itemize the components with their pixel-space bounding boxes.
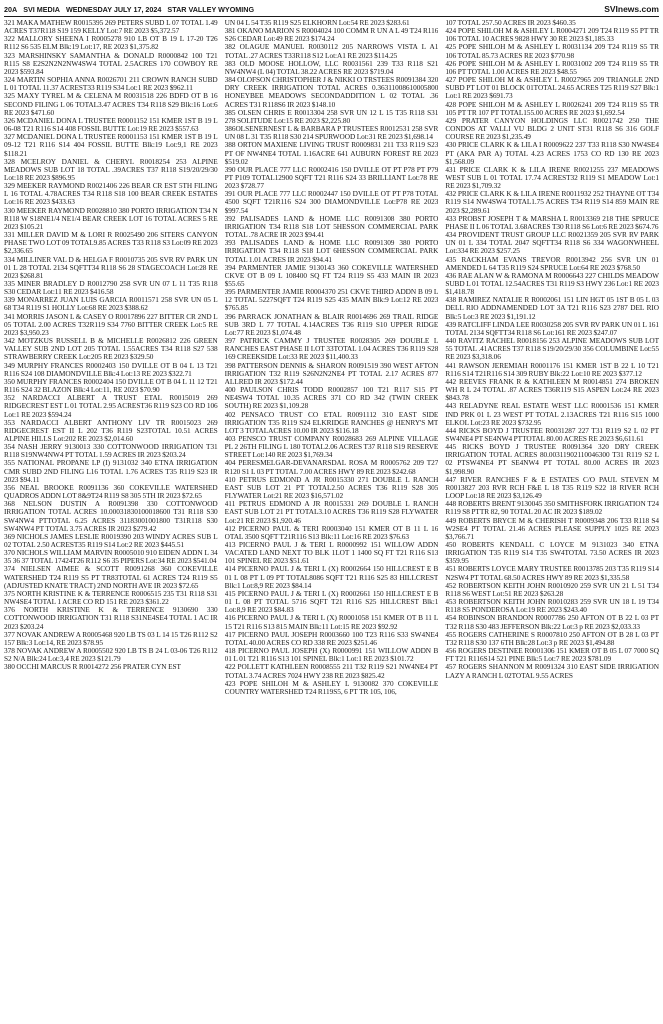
tax-listing-entry: 321 MAKA MATHEW R0015395 269 PETERS SUBD L 07 TOTAL 1.49 ACRES T37R118 S19 159 KELLY Lot:7 RE 2023 $5,372.57 xyxy=(4,19,218,36)
tax-listing-entry: 350 MURPHY FRANCES R0002404 150 DVILLE OT B 04 L 11 12 T21 R116 S24 32 BLAZON Blk:4 Lot:11, RE 2023 $70.90 xyxy=(4,376,218,395)
tax-listing-entry: 393 PALISADES LAND & HOME LLC R0091309 380 PORTO IRRIGATION T34 R118 S18 LOT 6HESSON COMMERCIAL PARK TOTAL 1.01 ACRES IR 2023 $94.41 xyxy=(224,238,439,264)
tax-listing-entry: 430 PRICE CLARK K & LILA I R0009622 237 T33 R118 S30 NW4SE4 PT (AKA PAR A) TOTAL 4.23 ACRES 1753 CO RD 130 RE 2023 $1,568.09 xyxy=(445,140,659,166)
tax-listing-entry: 325 MAXY TYREL M & CELENA M R0031518 226 BDFD OT B 16 SECOND FILING L 06 TOTAL3.47 ACRES T34 R118 S29 Blk:16 Lot:6 RE 2023 $471.60 xyxy=(4,91,218,117)
tax-listing-entry: 404 PERESMELGAR-DEVANARSDAL ROSA M R0005762 209 T27 R120 S1 L 03 PT TOTAL 7.00 ACRES HWY 89 RE 2023 $242.68 xyxy=(224,458,439,476)
tax-listing-entry: 377 NOVAK ANDREW A R0005468 920 LB TS 03 L 14 15 T26 R112 S2 157 Blk:3 Lot:14, RE 2023 $78.95 xyxy=(4,629,218,647)
tax-listing-entry: 352 NARDACCI ALBERT A TRUST ETAL R0015019 269 RIDGECREST EST L 01 TOTAL 2.95 ACREST36 R119 S23 CO RD 106 Lot:1 RE 2023 $594.24 xyxy=(4,393,218,419)
tax-listing-entry: 438 RAMIREZ NATALIE R R0002061 151 LIN HGT 05 1ST B 05 L 03 DELL RIO ADDNAMENDED LOT 3A T21 R116 S23 2787 DEL RIO Blk:5 Lot:3 RE 2023 $1,191.12 xyxy=(445,295,659,321)
tax-listing-entry: 435 RACKHAM EVANS TREVOR R0013942 256 SVR UN 01 AMENDED L 64 T35 R119 S24 SPRUCE Lot:64 RE 2023 $768.50 xyxy=(445,254,659,272)
tax-listing-entry: 341 MORRIS JASON L & CASEY O R0017896 227 BITTER CR 2ND L 05 TOTAL 2.00 ACRES T32R119 S34 7760 BITTER CREEK Lot:5 RE 2023 $3,950.23 xyxy=(4,311,218,337)
tax-listing-entry: 392 PALISADES LAND & HOME LLC R0091308 380 PORTO IRRIGATION T34 R118 S18 LOT 5HESSON COMMERCIAL PARK TOTAL .78 ACRE IR 2023 $94.41 xyxy=(224,213,439,240)
tax-listing-entry: 422 POLLETT KATHLEEN R0008555 211 T32 R119 S21 NW4NE4 PT TOTAL 3.74 ACRES 7024 HWY 238 RE 2023 $825.42 xyxy=(224,662,439,680)
tax-listing-entry: 369 NICHOLS JAMES LESLIE R0019390 203 WINDY ACRES SUB L 02 TOTAL 2.50 ACREST35 R119 S14 Lot:2 RE 2023 $445.51 xyxy=(4,531,218,549)
tax-listing-entry: 443 RELADYNE REAL ESTATE WEST LLC R0001536 151 KMER IND PRK 01 L 23 WEST PT TOTAL 2.13ACRES T21 R116 S15 1000 ELKOL Lot:23 RE 2023 $732.95 xyxy=(445,401,659,427)
tax-listing-entry: UN 04 L 54 T35 R119 S25 ELKHORN Lot:54 RE 2023 $283.61 xyxy=(224,19,410,27)
tax-listing-entry: 397 PATRICK CAMMY J TRUSTEE R0028305 269 DOUBLE L RANCHES EAST PHASE II LOT 33TOTAL 1.04 ACRES T36 R119 S28 169 CREEKSIDE Lot:33 RE 2023 $11,400.33 xyxy=(224,336,439,362)
tax-listing-entry: 456 ROGERS DESTINEE R0001306 151 KMER OT B 05 L 07 7000 SQ FT T21 R116S14 521 PINE Blk:5 Lot:7 RE 2023 $781.09 xyxy=(445,646,659,664)
tax-listing-entry: 440 RAVITZ RACHEL R0018156 253 ALPINE MEADOWS SUB LOT 55 TOTAL .41ACRES T37 R118 S19/20/29/30 356 COLUMBINE Lot:55 RE 2023 $3,318.06 xyxy=(445,336,659,362)
page-number: 20A xyxy=(4,4,18,14)
tax-listing-entry: 334 MILLINER VAL D & HELGA F R0010735 205 SVR RV PARK UN 01 L 28 TOTAL 2134 SQFTT34 R118 S6 28 STAGECOACH Lot:28 RE 2023 $268.81 xyxy=(4,254,218,280)
tax-listing-entry: 447 RIVER RANCHES F & E ESTATES C/O PAUL STEVEN M R0013827 203 RVR RCH F&E L 18 T35 R119 S22 18 RIVER RCH LOOP Lot:18 RE 2023 $3,126.49 xyxy=(445,474,659,501)
tax-listing-entry: 455 ROGERS CATHERINE S R0007810 250 AFTON OT B 28 L 03 PT T32 R118 S30 137 6TH Blk:28 Lot:3 p RE 2023 $1,494.88 xyxy=(445,629,659,647)
tax-listing-entry: 425 POPE SHILOH M & ASHLEY L R0031134 209 T24 R119 S5 TR 106 TOTAL 85.73 ACRES RE 2023 $770.98 xyxy=(445,42,659,60)
tax-listing-entry: 415 PICERNO PAUL J & TERI L (X) R0002661 150 HILLCREST E B 01 L 08 PT TOTAL 5716 SQFT T21 R116 S25 HILLCREST Blk:1 Lot:8,9 RE 2023 $84.83 xyxy=(224,588,439,615)
tax-listing-entry: 426 POPE SHILOH M & ASHLEY L R0031002 209 T24 R119 S5 TR 106 PT TOTAL 1.00 ACRES RE 2023 $48.55 xyxy=(445,58,659,76)
tax-listing-entry: 331 MILLER DAVID M & LORI R R0025490 206 SITERS CANYON PHASE TWO LOT 09 TOTAL9.85 ACRES T33 R118 S3 Lot:09 RE 2023 $2,336.65 xyxy=(4,230,218,256)
tax-listing-entry: 414 PICERNO PAUL J & TERI L (X) R0002664 150 HILLCREST E B 01 L 08 PT L 09 PT TOTAL8086 SQFT T21 R116 S25 83 HILLCREST Blk:1 Lot:8,9 RE 2023 $84.14 xyxy=(224,564,439,590)
tax-listing-entry: 412 PICERNO PAUL & TERI R0003040 151 KMER OT B 11 L 16 OTAL 3500 SQFT T21R116 S13 Blk:11 Lot:16 RE 2023 $76.63 xyxy=(224,523,439,541)
tax-listing-entry: 329 MEEKER RAYMOND R0021406 226 BEAR CR EST 5TH FILING L 16 TOTAL 4.78ACRES T34 R118 S18 100 BEAR CREEK ESTATES Lot:16 RE 2023 $433.63 xyxy=(4,181,218,207)
tax-listing-entry: 386OLSENERNEST L & BARBARA P TRUSTEES R0012531 258 SVR UN 08 L 31 T35 R118 S30 214 SPURWOOD Lot:31 RE 2023 $1,698.14 xyxy=(224,124,439,142)
tax-listing-entry: 449 ROBERTS BRYCE M & CHERISH T R0009348 206 T33 R118 S4 W2SE4 PT TOTAL 21.46 ACRES PLEASE SUPPLY 1025 RE 2023 $3,766.71 xyxy=(445,515,659,541)
legal-notice-columns xyxy=(4,19,659,1020)
tax-listing-entry: 375 NORTH KRISTINE K & TERRENCE R0006515 235 T31 R118 S31 NW4SE4 TOTAL 1 ACRE CO RD 151 RE 2023 $361.22 xyxy=(4,588,218,607)
tax-listing-entry: 328 MCELROY DANIEL & CHERYL R0018254 253 ALPINE MEADOWS SUB LOT 18 TOTAL .39ACRES T37 R118 S19/20/29/30 Lot:18 RE 2023 $896.95 xyxy=(4,156,218,182)
tax-listing-entry: 432 PRICE CLARK K & LILA IRENE R0011932 252 THAYNE OT T34 R119 S14 NW4SW4 TOTAL1.75 ACRES T34 R119 S14 859 MAIN RE 2023 $2,289.61 xyxy=(445,189,659,215)
tax-listing-entry: 394 PARMENTER JAMIE 9130143 360 COKEVILLE WATERSHED CKVE OT B 09 L 108400 SQ FT T24 R119 S5 433 MAIN IR 2023 $55.65 xyxy=(224,262,439,288)
tax-listing-entry: 450 ROBERTS KENDALL C LOYCE M 9131023 340 ETNA IRRIGATION T35 R119 S14 T35 SW4TOTAL 73.50 ACRES IR 2023 $359.95 xyxy=(445,540,659,566)
tax-listing-entry: 424 POPE SHILOH M & ASHLEY L R0004271 209 T24 R119 S5 PT TR 106 TOTAL 10 ACRES 9828 HWY 30 RE 2023 $1,185.33 xyxy=(445,26,659,44)
issue-date: WEDNESDAY JULY 17, 2024 xyxy=(65,4,162,14)
tax-listing-entry: 323 MARSHINSKY SAMANTHA & DONALD R0000842 100 T21 R115 S8 E2S2N2N2NW4SW4 TOTAL 2.5ACRES 170 COWBOY RE 2023 $593.84 xyxy=(4,50,218,76)
tax-listing-entry: 368 NELSON DUSTIN A R0091398 330 COTTONWOOD IRRIGATION TOTAL ACRES 10.00031830100018600 T31 R118 S30 SW4NW4 PTTOTAL 6.25 ACRES 31183001001800 T31R118 S30 SW4NW4 PT TOTAL 3.75 ACRES IR 2023 $279.42 xyxy=(4,499,218,533)
tax-listing-entry: 327 MCDANIEL DONA L TRUSTEE R0001153 151 KMER 1ST B 19 L 09-12 T21 R116 S14 404 FOSSIL BUTTE Blk:19 Lot:9,1 RE 2023 $118.21 xyxy=(4,132,218,158)
tax-listing-entry: 378 NOVAK ANDREW A R0005502 920 LB TS B 24 L 03-06 T26 R112 S2 N/A Blk:24 Lot:3,4 RE 2023 $121.79 xyxy=(4,646,218,664)
tax-listing-entry: 398 PATTERSON DENNIS & SHARON R0091519 390 WEST AFTON IRRIGATION T32 R119 S26N2N2NE4 PT TOTAL 2.17 ACRES 877 ALLRED IR 2023 $172.44 xyxy=(224,360,439,386)
tax-listing-entry: 390 OUR PLACE 777 LLC R0002416 150 DVILLE OT PT P78 PT P79 PT P109 TOTAL12900 SQFT T21 R116 S24 33 BRILLIANT Lot:78 RE 2023 $728.77 xyxy=(224,164,439,191)
tax-listing-entry: 451 ROBERTS LOYCE MARY TRUSTEE R0013785 203 T35 R119 S14 N2SW4 PT TOTAL 68.50 ACRES HWY 89 RE 2023 $1,335.58 xyxy=(445,564,659,582)
publication-name: SVI MEDIA xyxy=(23,4,60,14)
column-right xyxy=(445,19,659,1020)
tax-listing-entry: 441 RAWSON JEREMIAH R0001176 151 KMER 1ST B 22 L 10 T21 R116 S14 T21R116 S14 309 RUBY Blk:22 Lot:10 RE 2023 $377.12 xyxy=(445,360,659,378)
tax-listing-entry: 428 POPE SHILOH M & ASHLEY L R0026241 209 T24 R119 S5 TR 105 PT TR 107 PT TOTAL155.00 ACRES RE 2023 $1,692.54 xyxy=(445,99,659,117)
tax-listing-entry: 423 POPE SHILOH M & ASHLEY L 9130082 370 COKEVILLE COUNTRY WATERSHED T24 R119S5, 6 PT TR 105, 106, xyxy=(224,678,439,696)
tax-listing-entry: 413 PICERNO PAUL J & TERI L R0000992 151 WILLOW ADDN VACATED LAND NEXT TO BLK 1LOT 1 1400 SQ FT T21 R116 S13 101 SPINEL RE 2023 $51.61 xyxy=(224,540,439,566)
tax-listing-entry: 339 MONARREZ JUAN LUIS GARCIA R0011571 258 SVR UN 05 L 68 T34 R119 S1 HOLLY Lot:68 RE 2023 $388.62 xyxy=(4,295,218,313)
tax-listing-entry: 376 NORTH KRISTINE K & TERRENCE 9130690 330 COTTONWOOD IRRIGATION T31 R118 S31NE4SE4 TOTAL 1 AC IR 2023 $203.24 xyxy=(4,605,218,631)
tax-listing-entry: 445 RICKS BOYD J TRUSTEE R0091364 320 DRY CREEK IRRIGATION TOTAL ACRES 80.00311902110046300 T31 R119 S2 L 02 PTSW4NE4 PT SE4NW4 PT TOTAL 80.00 ACRES IR 2023 $1,998.90 xyxy=(445,442,659,476)
tax-listing-entry: 433 PROBST JOSEPH T & MARSHA L R0013369 218 THE SPRUCE PHASE II L 06 TOTAL 3.68ACRES T30 R118 S6 Lot:6 RE 2023 $674.76 xyxy=(445,213,659,231)
tax-listing-entry: 452 ROBERTSON KEITH JOHN R0010920 259 SVR UN 21 L 51 T34 R118 S6 WEST Lot:51 RE 2023 $263.28 xyxy=(445,580,659,598)
header-left xyxy=(4,5,254,14)
tax-listing-entry: 384 OLOFSON CHRISTOPHER J & NIKKI O TRSTEES R0091384 320 DRY CREEK IRRIGATION TOTAL ACRES 0.36311008610005800 HONEYBEE MEADOWS SECONDADDITION L 02 TOTAL .36 ACRES T31 R118S6 IR 2023 $148.10 xyxy=(224,75,439,109)
tax-listing-entry: 439 RATCLIFF LINDA LEE R0030258 205 SVR RV PARK UN 01 L 161 TOTAL 2134 SQFTT34 R118 S6 Lot:161 RE 2023 $247.07 xyxy=(445,319,659,337)
tax-listing-entry: 330 MEEKER RAYMOND R0028810 380 PORTO IRRIGATION T34 N R118 W S18NE1/4 NE1/4 BEAR CREEK LOT 16 TOTAL ACRES 5 RE 2023 $105.21 xyxy=(4,205,218,231)
tax-listing-entry: 342 MOTZKUS RUSSELL B & MICHELLE R0026812 226 GREEN VALLEY SUB 2ND LOT 205 TOTAL 1.55ACRES T34 R118 S27 538 STRAWBERRY CREEK Lot:205 RE 2023 $329.50 xyxy=(4,336,218,362)
tax-listing-entry: 418 PICERNO PAUL JOSEPH (X) R0000991 151 WILLOW ADDN B 01 L 01 T21 R116 S13 101 SPINEL Blk:1 Lot:1 RE 2023 $101.72 xyxy=(224,646,439,664)
tax-listing-entry: 335 MINER BRADLEY D R0012790 258 SVR UN 07 L 11 T35 R118 S30 CEDAR Lot:11 RE 2023 $416.58 xyxy=(4,279,218,297)
tax-listing-entry: 411 PETRUS EDMOND A JR R0015331 269 DOUBLE L RANCH EAST SUB LOT 21 PT TOTAL3.10 ACRES T36 R119 S28 FLYWATER Lot:21 RE 2023 $1,920.46 xyxy=(224,499,439,525)
tax-listing-entry: 326 MCDANIEL DONA L TRUSTEE R0001152 151 KMER 1ST B 19 L 06-08 T21 R116 S14 408 FOSSIL BUTTE Lot:19 RE 2023 $557.63 xyxy=(4,115,218,134)
tax-listing-entry: 429 PRATER CANYON HOLDINGS LLC R0021742 250 THE CONDOS AT VALLI VU BLDG 2 UNIT ST31 R118 S6 316 GOLF COURSE RE 2023 $1,235.49 xyxy=(445,115,659,142)
tax-listing-entry: 434 PROVIDENT TRUST GROUP LLC R0021359 205 SVR RV PARK UN 01 L 334 TOTAL 2047 SQFTT34 R118 S6 334 WAGONWHEEL Lot:334 RE 2023 $257.25 xyxy=(445,230,659,256)
tax-listing-entry: 383 OLD MOOSE HOLLOW, LLC R0031561 239 T33 R118 S21 NW4NW4 (L 04) TOTAL 38.22 ACRES RE 2023 $719.04 xyxy=(224,58,439,76)
tax-listing-entry: 381 OKANO MARION S R0004024 100 COMM R UN A L 49 T24 R116 S26 CEDAR Lot:49 RE 2023 $174.24 xyxy=(224,26,439,44)
tax-listing-entry: 410 PETRUS EDMOND A JR R0015330 271 DOUBLE L RANCH EAST SUB LOT 21 PT TOTAL2.50 ACRES T36 R119 S28 305 FLYWATER Lot:21 RE 2023 $16,571.02 xyxy=(224,474,439,501)
column-left xyxy=(4,19,218,1020)
tax-listing-entry: 400 PAULSON CHRIS TODD R0002857 100 T21 R117 S15 PT NE4SW4 TOTAL 10.35 ACRES 371 CO RD 342 (TWIN CREEK SOUTH) RE 2023 $1,109.28 xyxy=(224,385,439,411)
tax-listing-entry: 355 NATIONAL PROPANE LP (I) 9131032 340 ETNA IRRIGATION CMR SUBD 2ND FILING L16 TOTAL 1.76 ACRES T35 R119 S23 IR 2023 $94.11 xyxy=(4,458,218,484)
tax-listing-entry: 442 REEVES FRANK R & KATHLEEN M R0014851 274 BROKEN WH R L 24 TOTAL .87 ACRES T36R119 S15 ASPEN Lot:24 RE 2023 $843.78 xyxy=(445,376,659,403)
tax-listing-entry: 380 OCCHI MARCUS R R0014272 256 PRATER CYN EST xyxy=(4,662,181,672)
tax-listing-entry: 388 ORTON MAXIENE LIVING TRUST R0009831 211 T33 R119 S23 PT OF NW4NE4 TOTAL 1.16ACRE 641 AUBURN FOREST RE 2023 $519.02 xyxy=(224,140,439,166)
tax-listing-entry: 322 MALLORY SHEENA I R0005278 910 LB OT B 19 L 17-20 T26 R112 S6 535 ELM Blk:19 Lot:17, RE 2023 $1,375.82 xyxy=(4,34,218,52)
tax-listing-entry: 395 PARMENTER JAMIE R0004370 251 CKVE THIRD ADDN B 09 L 12 TOTAL 5227SQFT T24 R119 S25 435 MAIN Blk:9 Lot:12 RE 2023 $765.85 xyxy=(224,287,439,313)
tax-listing-entry: 382 OLAGUE MANUEL R0030112 205 NARROWS VISTA L A1 TOTAL .27 ACRES T33R118 S12 Lot:A1 RE 2023 $114.25 xyxy=(224,42,439,60)
tax-listing-entry: 403 PENSCO TRUST COMPANY R0028683 269 ALPINE VILLAGE PL 2 26TH FILING L 180 TOTAL2.06 ACRES T37 R118 S19 RESERVE STREET Lot:140 RE 2023 $1,769.34 xyxy=(224,433,439,460)
tax-listing-entry: 436 RAE ALAN W & RAMONA M R0006643 227 CHILDS MEADOW SUBD L 01 TOTAL 12.54ACRES T31 R119 S3 HWY 236 Lot:1 RE 2023 $1,418.78 xyxy=(445,270,659,297)
tax-listing-entry: 402 PENSACO TRUST CO ETAL R0091112 310 EAST SIDE IRRIGATION T35 R119 S24 ELKRIDGE RANCHES @ HENRY'S MT LOT 3 TOTALACRES 10.00 IR 2023 $116.18 xyxy=(224,409,439,435)
column-middle xyxy=(225,19,439,1020)
tax-listing-entry: 107 TOTAL 257.50 ACRES IR 2023 $460.35 xyxy=(445,19,576,27)
tax-listing-entry: 396 PARRACK JONATHAN & BLAIR R0014696 269 TRAIL RIDGE SUB 3RD L 77 TOTAL 4.14ACRES T36 R119 S10 UPPER RIDGE Lot:77 RE 2023 $1,074.48 xyxy=(224,311,439,337)
site-url: SVInews.com xyxy=(604,4,659,14)
tax-listing-entry: 385 OLSEN CHRIS E R0013304 258 SVR UN 12 L 15 T35 R118 S31 278 SOLITUDE Lot:15 RE 2023 $2,225.80 xyxy=(224,107,439,125)
tax-listing-entry: 431 PRICE CLARK K & LILA IRENE R0021255 237 MEADOWS WEST SUB L 01 TOTAL 17.74 ACREST32 R119 S1 MEADOW Lot:1 RE 2023 $1,709.32 xyxy=(445,164,659,191)
tax-listing-entry: 427 POPE SHILOH M & ASHLEY L R0027965 209 TRIANGLE 2ND SUBD PT LOT 01 BLOCK 01TOTAL 24.65 ACRES T25 R119 S27 Blk:1 Lot:1 RE 2023 $691.73 xyxy=(445,75,659,101)
edition-name: STAR VALLEY WYOMING xyxy=(167,4,255,14)
tax-listing-entry: 374 NIELSEN AIMEE & SCOTT R0091268 360 COKEVILLE WATERSHED T24 R119 S5 PT TR83TOTAL 61 ACRES T24 R119 S5 (ADJUSTED KNATE TRACT) 2ND NORTH AVE IR 2023 $72.65 xyxy=(4,564,218,590)
tax-listing-entry: 324 MARTIN SOPHIA ANNA R0026701 211 CROWN RANCH SUBD L 01 TOTAL 11.37 ACREST33 R119 S34 Lot:1 RE 2023 $962.11 xyxy=(4,75,218,93)
tax-listing-entry: 370 NICHOLS WILLIAM MARVIN R0005010 910 EIDEN ADDN L 34 35 36 37 TOTAL 17424T26 R112 S6 35 PIPERS Lot:34 RE 2023 $541.04 xyxy=(4,548,218,566)
tax-listing-entry: 444 RICKS BOYD J TRUSTEE R0031287 227 T31 R119 S2 L 02 PT SW4NE4 PT SE4NW4 PTTOTAL 80.00 ACRES RE 2023 $6,611.61 xyxy=(445,425,659,443)
tax-listing-entry: 416 PICERNO PAUL J & TERI L (X) R0001058 151 KMER OT B 11 L 15 T21 R116 S13 815 MAIN Blk:11 Lot:15 RE 2023 $92.92 xyxy=(224,613,439,631)
tax-listing-entry: 353 NARDACCI ALBERT ANTHONY LIV TR R0015023 269 RIDGECREST EST II L 202 T36 R119 S23TOTAL 10.51 ACRES ALPINE HILLS Lot:202 RE 2023 $2,014.60 xyxy=(4,417,218,443)
tax-listing-entry: 356 NEAL BROOKE R0091136 360 COKEVILLE WATERSHED QUADROS ADDN LOT 8&9T24 R119 S8 305 5TH IR 2023 $72.65 xyxy=(4,482,218,501)
tax-listing-entry: 391 OUR PLACE 777 LLC R0002447 150 DVILLE OT PT P78 TOTAL 4500 SQFT T21R116 S24 300 DIAMONDVILLE Lot:P78 RE 2023 $997.54 xyxy=(224,189,439,215)
tax-listing-entry: 354 NASH JERRY 9130013 330 COTTONWOOD IRRIGATION T31 R118 S19NW4NW4 PT TOTAL 1.59 ACRES IR 2023 $203.24 xyxy=(4,442,218,460)
tax-listing-entry: 448 ROBERTS BRENT 9130045 350 SMITHSFORK IRRIGATION T24 R119 S8 PTTR 82, 90 TOTAL 20 AC IR 2023 $189.02 xyxy=(445,499,659,517)
tax-listing-entry: 454 ROBINSON BRANDON R0007786 250 AFTON OT B 22 L 03 PT T32 R118 S30 483 JEFFERSON Blk:22 Lot:3 p RE 2023 $2,033.33 xyxy=(445,613,659,631)
page-header xyxy=(4,2,659,17)
tax-listing-entry: 453 ROBERTSON KEITH JOHN R0010283 259 SVR UN 18 L 19 T34 R118 S5 PONDEROSA Lot:19 RE 2023 $243.40 xyxy=(445,597,659,615)
tax-listing-entry: 417 PICERNO PAUL JOSEPH R0003660 100 T23 R116 S33 SW4NE4 TOTAL 40.00 ACRES CO RD 338 RE 2023 $251.46 xyxy=(224,629,439,647)
tax-listing-entry: 457 ROGERS SHANNON M R0091324 310 EAST SIDE IRRIGATION LAZY A RANCH L 02TOTAL 9.55 ACRES xyxy=(445,662,659,680)
tax-listing-entry: 349 MURPHY FRANCES R0002403 150 DVILLE OT B 04 L 13 T21 R116 S24 108 DIAMONDVILLE Blk:4 Lot:13 RE 2023 $322.71 xyxy=(4,360,218,378)
